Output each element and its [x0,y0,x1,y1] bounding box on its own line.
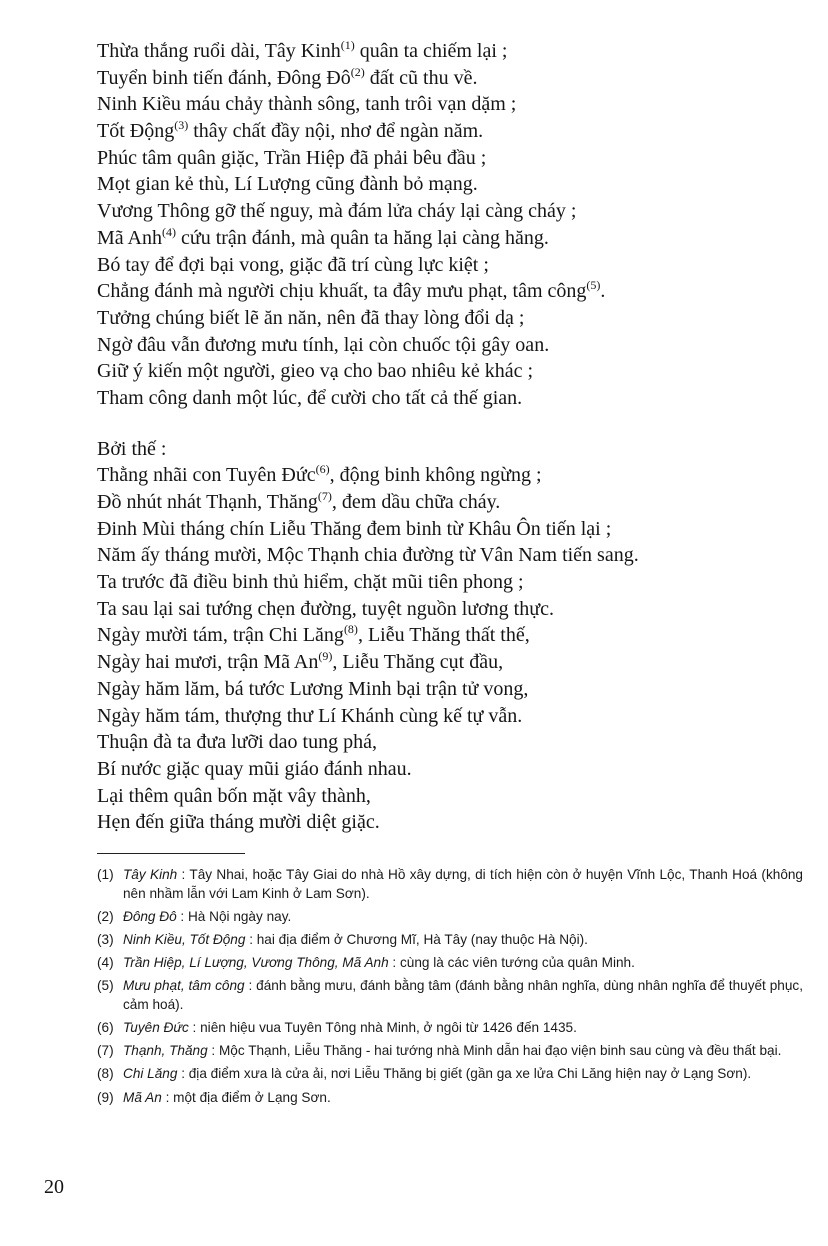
stanza-2 [97,436,797,836]
line-text: Đinh Mùi tháng chín Liễu Thăng đem binh từ Khâu Ôn tiến lại ; [97,517,612,540]
line-text: Mọt gian kẻ thù, Lí Lượng cũng đành bỏ mạng. [97,173,478,196]
footnote-item [97,1065,803,1084]
poem-line [97,542,797,569]
line-text: Bởi thế : [97,437,167,460]
poem-line [97,569,797,596]
footnote-item [97,866,803,903]
footnote-term: Thạnh, Thăng [123,1043,208,1059]
footnote-ref: (6) [315,462,330,477]
poem-line [97,118,797,145]
footnote-term: Mưu phạt, tâm công [123,978,245,994]
footnote-ref: (1) [340,38,355,52]
footnote-ref: (5) [586,278,601,293]
footnote-term: Mã An [123,1089,162,1105]
footnote-number: (5) [97,978,114,994]
poem-line [97,756,797,783]
footnote-text: : hai địa điểm ở Chương Mĩ, Hà Tây (nay thuộc Hà Nội). [245,931,588,947]
line-text: Ngày hăm tám, thượng thư Lí Khánh cùng kế tự vẫn. [97,704,523,727]
footnote-text: : một địa điểm ở Lạng Sơn. [161,1089,331,1105]
line-text: Thuận đà ta đưa lưỡi dao tung phá, [97,731,377,754]
line-text: Tuyển binh tiến đánh, Đông Đô [97,66,351,89]
poem-line [97,65,797,92]
footnote-term: Trần Hiệp, Lí Lượng, Vương Thông, Mã Anh [123,955,389,971]
poem-line [97,91,797,118]
line-text: Ngày hăm lăm, bá tước Lương Minh bại trận tử vong, [97,677,529,700]
line-text-after: quân ta chiếm lại ; [354,40,508,62]
line-text: Tham công danh một lúc, để cười cho tất cả thế gian. [97,386,523,409]
line-text: Ngày hai mươi, trận Mã An [97,651,319,674]
footnote-ref: (4) [162,224,176,239]
poem-line [97,676,797,703]
footnote-text: : Tây Nhai, hoặc Tây Giai do nhà Hồ xây dựng, di tích hiện còn ở huyện Vĩnh Lộc, Thanh Hoá (không nên nhầm lẫn với Lam Kinh ở Lam Sơn). [123,867,803,901]
footnote-ref: (8) [343,622,358,637]
footnote-divider [97,853,245,854]
poem-line [97,225,797,252]
footnote-number: (1) [97,867,114,882]
stanza-gap [97,412,797,436]
poem-line [97,252,797,279]
footnote-ref: (7) [317,489,332,503]
poem-line [97,783,797,810]
line-text: Phúc tâm quân giặc, Trần Hiệp đã phải bêu đầu ; [97,146,487,169]
footnote-text: : Mộc Thạnh, Liễu Thăng - hai tướng nhà Minh dẫn hai đạo viện binh sau cùng và đều thất bại. [207,1043,782,1059]
line-text: Ta sau lại sai tướng chẹn đường, tuyệt nguồn lương thực. [97,597,554,620]
footnote-term: Ninh Kiều, Tốt Động [123,931,246,947]
poem-line [97,516,797,543]
footnote-ref: (3) [174,118,189,133]
poem-body [97,38,797,836]
line-text: Mã Anh [97,226,162,249]
footnote-body [123,866,803,903]
poem-line [97,358,797,385]
footnote-text: : Hà Nội ngày nay. [176,908,292,924]
line-text: Ta trước đã điều binh thủ hiểm, chặt mũi tiên phong ; [97,571,524,594]
line-text: Ninh Kiều máu chảy thành sông, tanh trôi vạn dặm ; [97,93,517,116]
footnote-body [123,1042,803,1061]
footnote-term: Chi Lăng [123,1066,178,1082]
footnote-item [97,954,803,973]
poem-line [97,171,797,198]
footnote-term: Tây Kinh [123,867,178,882]
line-text-after: , đem dầu chữa cháy. [331,491,501,513]
footnotes [97,866,803,1112]
line-text-after: đất cũ thu về. [364,66,478,89]
line-text: Ngờ đâu vẫn đương mưu tính, lại còn chuốc tội gây oan. [97,333,550,356]
footnote-text: : niên hiệu vua Tuyên Tông nhà Minh, ở ngôi từ 1426 đến 1435. [188,1019,577,1035]
footnote-item [97,977,803,1014]
poem-line [97,462,797,489]
footnote-number: (7) [97,1043,114,1059]
footnote-text: : địa điểm xưa là cửa ải, nơi Liễu Thăng bị giết (gần ga xe lửa Chi Lăng hiện nay ở Lạng Sơn). [177,1066,752,1082]
footnote-text: : đánh bằng mưu, đánh bằng tâm (đánh bằng nhân nghĩa, dùng nhân nghĩa để thuyết phục, cảm hoá). [123,978,803,1012]
footnote-term: Tuyên Đức [123,1019,189,1035]
line-text: Ngày mười tám, trận Chi Lăng [97,624,344,647]
poem-line [97,278,797,305]
footnote-item [97,908,803,927]
poem-line [97,809,797,836]
footnote-text: : cùng là các viên tướng của quân Minh. [388,955,635,971]
footnote-ref: (2) [350,64,365,79]
stanza-1 [97,38,797,412]
footnote-term: Đông Đô [123,908,177,924]
line-text-after: , động binh không ngừng ; [329,464,542,487]
footnote-number: (6) [97,1019,114,1035]
line-text-after: . [600,280,606,303]
line-text: Vương Thông gỡ thế nguy, mà đám lửa cháy lại càng cháy ; [97,200,577,223]
footnote-body [123,1089,803,1108]
footnote-item [97,1089,803,1108]
poem-line [97,622,797,649]
poem-line [97,596,797,623]
line-text: Thằng nhãi con Tuyên Đức [97,464,316,487]
line-text: Bí nước giặc quay mũi giáo đánh nhau. [97,757,412,780]
footnote-number: (4) [97,955,114,971]
line-text: Bó tay để đợi bại vong, giặc đã trí cùng lực kiệt ; [97,253,489,276]
footnote-number: (9) [97,1089,114,1105]
line-text-after: , Liễu Thăng cụt đầu, [332,651,504,674]
poem-line [97,198,797,225]
footnote-number: (2) [97,908,114,924]
line-text: Năm ấy tháng mười, Mộc Thạnh chia đường từ Vân Nam tiến sang. [97,544,639,567]
poem-line [97,729,797,756]
footnote-item [97,931,803,950]
footnote-body [123,908,803,927]
footnote-number: (3) [97,931,114,947]
footnote-item [97,1042,803,1061]
poem-line [97,332,797,359]
poem-line [97,145,797,172]
line-text: Thừa thắng ruổi dài, Tây Kinh [97,40,341,62]
line-text: Tưởng chúng biết lẽ ăn năn, nên đã thay lòng đổi dạ ; [97,306,525,329]
poem-line [97,489,797,516]
footnote-body [123,1065,803,1084]
footnote-ref: (9) [318,649,333,664]
poem-line [97,305,797,332]
line-text: Hẹn đến giữa tháng mười diệt giặc. [97,811,380,834]
poem-line [97,649,797,676]
line-text: Lại thêm quân bốn mặt vây thành, [97,784,371,807]
line-text: Tốt Động [97,120,175,143]
page-number: 20 [44,1176,64,1198]
footnote-number: (8) [97,1066,114,1082]
footnote-body [123,977,803,1014]
line-text: Đồ nhút nhát Thạnh, Thăng [97,491,318,513]
footnote-body [123,954,803,973]
line-text-after: , Liễu Thăng thất thế, [357,624,530,647]
footnote-item [97,1019,803,1038]
line-text: Giữ ý kiến một người, gieo vạ cho bao nhiêu kẻ khác ; [97,360,534,383]
poem-line [97,38,797,65]
footnote-body [123,1019,803,1038]
line-text: Chẳng đánh mà người chịu khuất, ta đây mưu phạt, tâm công [97,280,587,303]
poem-line [97,385,797,412]
footnote-body [123,931,803,950]
line-text-after: thây chất đầy nội, nhơ để ngàn năm. [188,120,484,143]
poem-line [97,436,797,463]
poem-line [97,703,797,730]
line-text-after: cứu trận đánh, mà quân ta hăng lại càng hăng. [176,226,549,249]
